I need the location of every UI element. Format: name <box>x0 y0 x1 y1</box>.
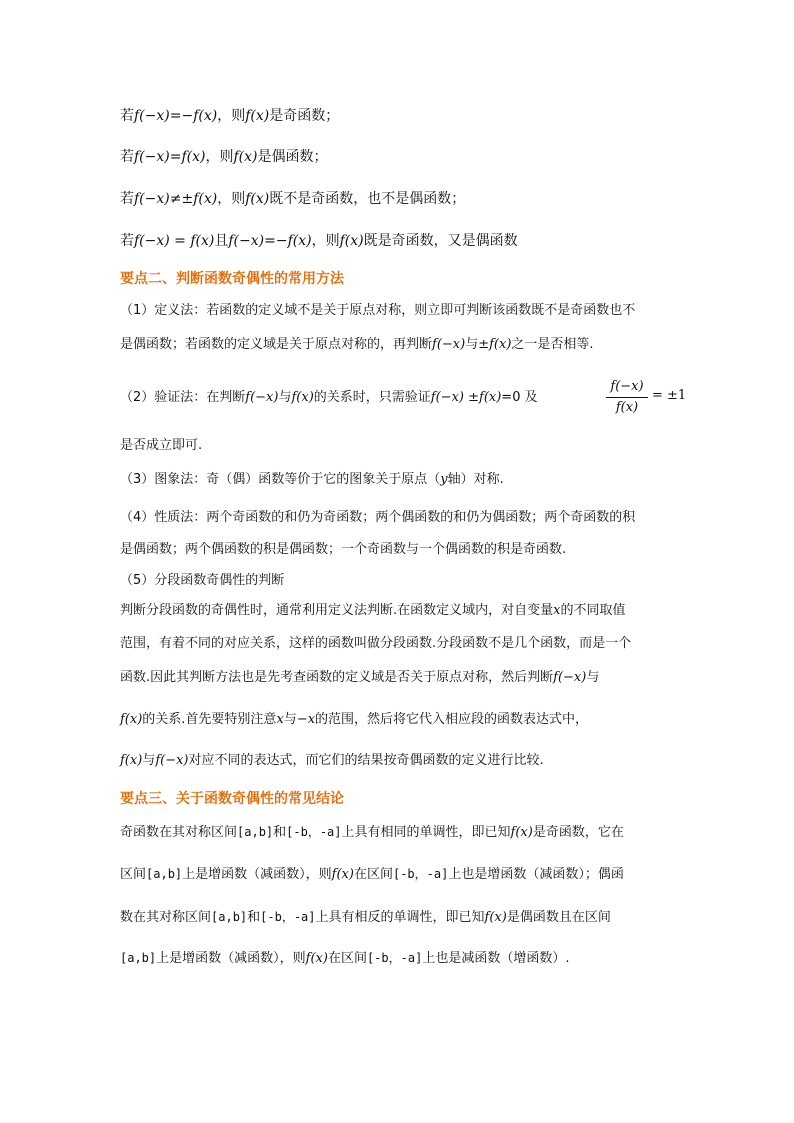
text: 是偶函数且在区间 <box>506 910 611 925</box>
method3-line <box>120 470 504 490</box>
interval: [-b，-a] <box>366 951 423 965</box>
interval: [a,b] <box>120 951 157 965</box>
interval: [-b，-a] <box>286 825 342 839</box>
conclusion-line4 <box>120 948 569 969</box>
text: （2）验证法：在判断 <box>120 390 246 405</box>
text: 奇函数在其对称区间 <box>120 825 238 840</box>
interval: [-b，-a] <box>392 867 449 881</box>
math-expr: −x <box>296 712 316 727</box>
math-var: x <box>276 712 284 727</box>
math-expr: f(x) <box>331 867 354 882</box>
text: 轴）对称. <box>447 472 504 487</box>
text: 与 <box>278 390 292 405</box>
conclusion-line2 <box>120 864 624 885</box>
text: 判断分段函数的奇偶性时，通常利用定义法判断.在函数定义域内，对自变量 <box>120 603 554 618</box>
text: =0 及 <box>501 390 538 405</box>
rule-text: ，则 <box>217 191 246 207</box>
text: 之一是否相等. <box>511 337 594 352</box>
math-expr: f(−x) <box>155 753 189 768</box>
method1-line2 <box>120 335 594 355</box>
interval: [a,b] <box>146 867 183 881</box>
method5-para-line3 <box>120 668 599 688</box>
text: 与 <box>142 753 156 768</box>
text: 上是增函数（减函数），则 <box>182 867 332 882</box>
text: 上也是增函数（减函数）；偶函 <box>448 867 624 882</box>
rule-neither <box>120 189 465 209</box>
math-expr: f(−x)=f(x) <box>134 149 206 165</box>
method4-line2: 是偶函数；两个偶函数的积是偶函数；一个奇函数与一个偶函数的积是奇函数. <box>120 542 567 557</box>
fraction <box>604 378 650 417</box>
rule-text: 是偶函数； <box>257 149 328 165</box>
section3-heading: 要点三、关于函数奇偶性的常见结论 <box>120 791 344 807</box>
text: 与 <box>586 670 600 685</box>
method2-line1 <box>120 388 538 408</box>
rule-text: 若 <box>120 108 134 124</box>
rule-text: 若 <box>120 191 134 207</box>
conclusion-line3 <box>120 907 611 928</box>
text: 是奇函数，它在 <box>532 825 624 840</box>
math-expr: f(x) <box>339 233 364 249</box>
math-expr: f(−x) = f(x) <box>134 233 215 249</box>
text: 的范围，然后将它代入相应段的函数表达式中， <box>315 712 589 727</box>
text: 的关系时，只需验证 <box>313 390 431 405</box>
rule-text: 若 <box>120 149 134 165</box>
rule-text: 既是奇函数，又是偶函数 <box>363 233 518 249</box>
rule-text: 且 <box>214 233 229 249</box>
method5-para-line1 <box>120 601 626 621</box>
text: （3）图象法：奇（偶）函数等价于它的图象关于原点（ <box>120 472 441 487</box>
math-expr: f(−x) <box>432 337 466 352</box>
text: 是偶函数；若函数的定义域是关于原点对称的，再判断 <box>120 337 433 352</box>
math-expr: f(−x)≠±f(x) <box>134 191 218 207</box>
text: 与 <box>465 337 479 352</box>
fraction-bar <box>606 397 648 398</box>
text: 的不同取值 <box>560 603 626 618</box>
text: 与 <box>283 712 297 727</box>
text: 在区间 <box>353 867 393 882</box>
math-var: y <box>440 472 448 487</box>
fraction-denominator: f(x) <box>615 400 639 415</box>
interval: [-b，-a] <box>260 910 316 924</box>
math-expr: f(x) <box>120 712 143 727</box>
text: 上也是减函数（增函数）. <box>422 951 570 966</box>
rule-text: ，则 <box>217 108 246 124</box>
rule-text: ，则 <box>205 149 234 165</box>
text: 和 <box>273 825 287 840</box>
math-expr: f(−x) <box>245 390 279 405</box>
math-expr: f(−x)=−f(x) <box>134 108 218 124</box>
math-expr: f(x) <box>245 108 270 124</box>
math-expr: f(x) <box>305 951 328 966</box>
method2-line2: 是否成立即可. <box>120 438 203 453</box>
method5-para-line4 <box>120 710 588 730</box>
rule-even <box>120 147 327 167</box>
math-expr: f(x) <box>245 191 270 207</box>
equals-pm-one: = ±1 <box>652 388 687 403</box>
method1-line1: （1）定义法：若函数的定义域不是关于原点对称，则立即可判断该函数既不是奇函数也不 <box>120 303 636 318</box>
math-expr: f(−x) <box>553 670 587 685</box>
math-expr: f(x) <box>233 149 258 165</box>
section2-heading: 要点二、判断函数奇偶性的常用方法 <box>120 271 344 287</box>
math-expr: f(−x)=−f(x) <box>228 233 312 249</box>
interval: [a,b] <box>237 825 274 839</box>
math-expr: ±f(x) <box>478 337 512 352</box>
math-var: x <box>553 603 561 618</box>
rule-text: 是奇函数； <box>269 108 340 124</box>
math-expr: f(x) <box>484 910 507 925</box>
math-expr: f(x) <box>510 825 533 840</box>
text: 数在其对称区间 <box>120 910 212 925</box>
text: 上是增函数（减函数），则 <box>156 951 306 966</box>
method5-para-line2: 范围，有着不同的对应关系，这样的函数叫做分段函数.分段函数不是几个函数，而是一个 <box>120 636 632 651</box>
math-expr: f(x) <box>291 390 314 405</box>
rule-text: 若 <box>120 233 134 249</box>
rule-text: 既不是奇函数，也不是偶函数； <box>269 191 466 207</box>
method5-para-line5 <box>120 751 544 771</box>
rule-both <box>120 231 518 251</box>
text: 在区间 <box>327 951 367 966</box>
text: 函数.因此其判断方法也是先考查函数的定义域是否关于原点对称，然后判断 <box>120 670 554 685</box>
rule-odd <box>120 106 339 126</box>
text: 上具有相同的单调性，即已知 <box>341 825 511 840</box>
rule-text: ，则 <box>311 233 340 249</box>
text: 和 <box>247 910 261 925</box>
math-expr: f(−x) ±f(x) <box>430 390 502 405</box>
text: 的关系.首先要特别注意 <box>142 712 277 727</box>
text: 上具有相反的单调性，即已知 <box>315 910 485 925</box>
text: 对应不同的表达式，而它们的结果按奇偶函数的定义进行比较. <box>188 753 544 768</box>
text: 区间 <box>120 867 147 882</box>
method5-title: （5）分段函数奇偶性的判断 <box>120 573 285 588</box>
math-expr: f(x) <box>120 753 143 768</box>
method4-line1: （4）性质法：两个奇函数的和仍为奇函数；两个偶函数的和仍为偶函数；两个奇函数的积 <box>120 510 636 525</box>
fraction-numerator: f(−x) <box>610 379 644 394</box>
interval: [a,b] <box>211 910 248 924</box>
conclusion-line1 <box>120 822 624 843</box>
